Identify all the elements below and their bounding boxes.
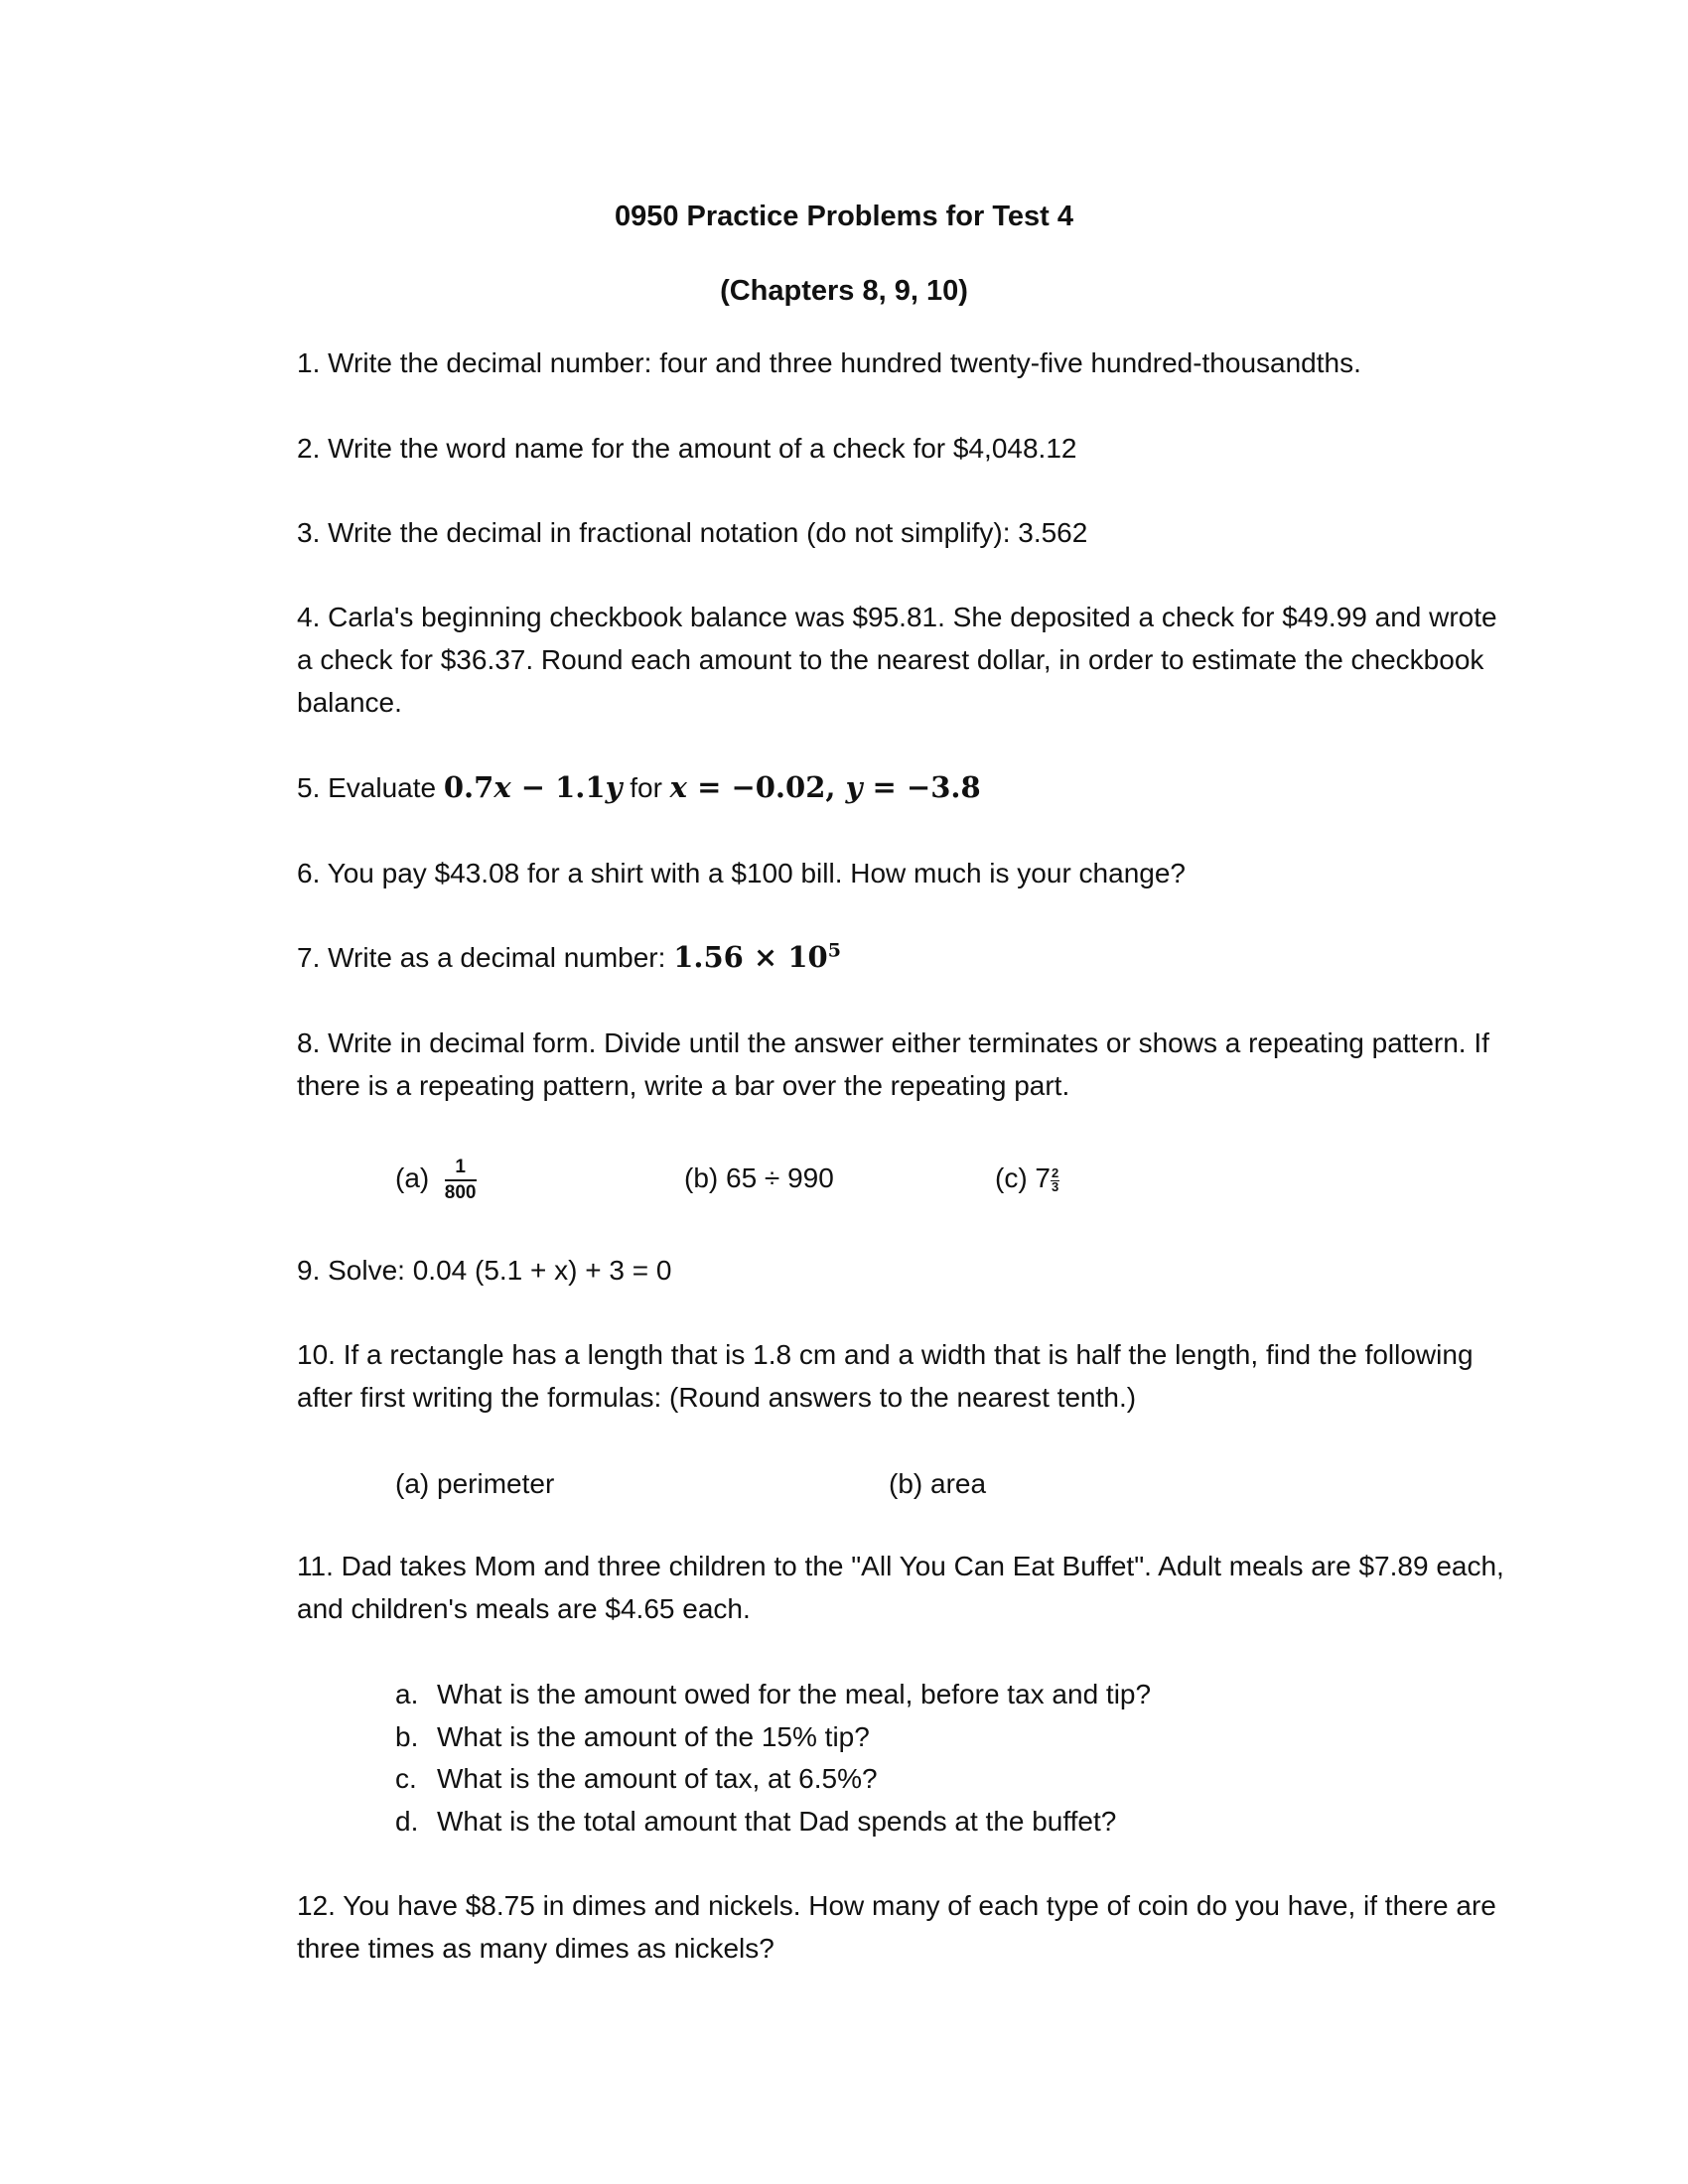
fraction-2-over-3: $\frac{2}{3}$: [1052, 1164, 1059, 1194]
question-8-part-b: (b) 65 ÷ 990: [684, 1162, 834, 1193]
question-9: 9. Solve: 0.04 (5.1 + x) + 3 = 0: [297, 1255, 672, 1286]
question-5-for: for: [622, 772, 670, 803]
question-8: 8. Write in decimal form. Divide until the answer either terminates or shows a repeating pattern. If there is a repeating pattern, write a bar over the repeating part.: [297, 1027, 1489, 1101]
page-subtitle: (Chapters 8, 9, 10): [720, 275, 968, 307]
question-8-part-a: (a) $\frac{1}{800}$: [395, 1156, 477, 1203]
question-10-part-b: (b) area: [889, 1468, 987, 1499]
question-6: 6. You pay $43.08 for a shirt with a $100 bill. How much is your change?: [297, 858, 1186, 888]
question-11-item-d: d. What is the total amount that Dad spends at the buffet?: [395, 1806, 1117, 1837]
question-5: [297, 766, 1508, 809]
question-5-lead: 5. Evaluate: [297, 772, 444, 803]
fraction-1-over-800: $\frac{1}{800}$: [444, 1156, 477, 1203]
question-7-lead: 7. Write as a decimal number:: [297, 942, 674, 973]
question-2: 2. Write the word name for the amount of a check for $4,048.12: [297, 433, 1077, 464]
question-11: 11. Dad takes Mom and three children to the "All You Can Eat Buffet". Adult meals are $7.89 each, and children's meals are $4.65 each.: [297, 1551, 1504, 1624]
question-7: [297, 936, 1508, 979]
question-11-item-a: a. What is the amount owed for the meal, before tax and tip?: [395, 1679, 1152, 1709]
question-3: 3. Write the decimal in fractional notation (do not simplify): 3.562: [297, 517, 1088, 548]
question-10-part-a: (a) perimeter: [395, 1468, 555, 1499]
question-8-part-c: (c) 7 $\frac{2}{3}$: [995, 1162, 1059, 1194]
question-1: 1. Write the decimal number: four and three hundred twenty-five hundred-thousandths.: [297, 347, 1361, 378]
question-11-item-b: b. What is the amount of the 15% tip?: [395, 1721, 870, 1752]
question-7-expression: $1.56 \times 10^5$: [673, 939, 841, 974]
question-4: 4. Carla's beginning checkbook balance was $95.81. She deposited a check for $49.99 and wrote a check for $36.37. Round each amount to the nearest dollar, in order to estimate the checkbook balance.: [297, 602, 1497, 718]
question-11-item-c: c. What is the amount of tax, at 6.5%?: [395, 1763, 878, 1794]
question-10: 10. If a rectangle has a length that is 1.8 cm and a width that is half the length, find the following after first writing the formulas: (Round answers to the nearest tenth.): [297, 1339, 1474, 1413]
question-5-expression: 0.7x − 1.1y: [443, 770, 623, 804]
question-5-values: x = −0.02, y = −3.8: [669, 770, 981, 804]
question-12: 12. You have $8.75 in dimes and nickels. How many of each type of coin do you have, if there are three times as many dimes as nickels?: [297, 1890, 1496, 1964]
page-title: 0950 Practice Problems for Test 4: [614, 201, 1074, 232]
